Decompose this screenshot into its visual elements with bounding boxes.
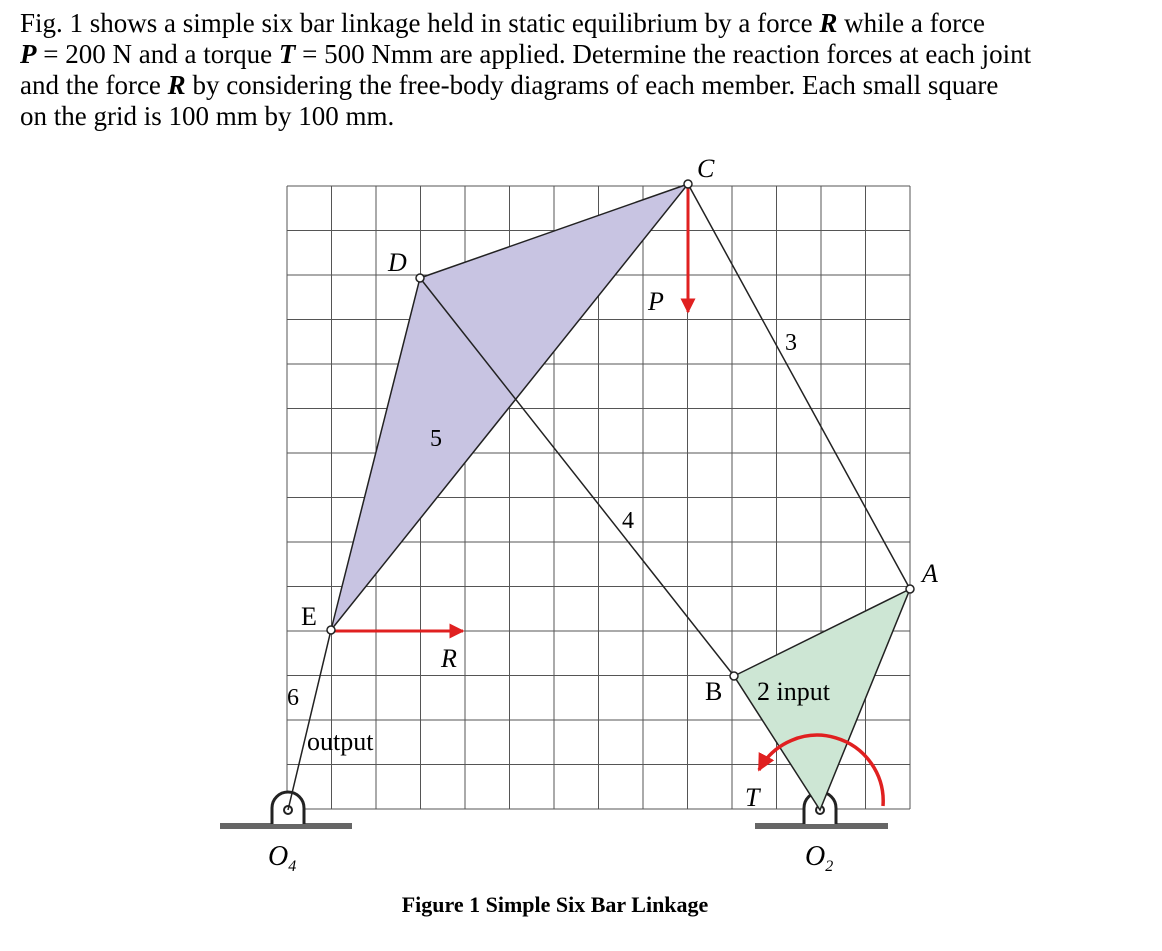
text-segment: Fig. 1 shows a simple six bar linkage held in static equilibrium by a force xyxy=(20,8,820,38)
label-o4: $O_4$ xyxy=(268,841,297,875)
text-segment: while a force xyxy=(837,8,986,38)
joint-a xyxy=(906,585,914,593)
label-t: T xyxy=(745,783,760,812)
text-segment: on the grid is 100 mm by 100 mm. xyxy=(20,101,395,131)
label-member-4: 4 xyxy=(622,508,634,534)
text-segment: and the force xyxy=(20,70,168,100)
label-b: B xyxy=(705,677,723,706)
variable-symbol: P xyxy=(20,39,37,69)
label-e: E xyxy=(301,602,317,631)
variable-symbol: T xyxy=(278,39,296,69)
label-r: R xyxy=(441,644,457,673)
label-p: P xyxy=(648,287,664,316)
joint-d xyxy=(416,274,424,282)
label-a: A xyxy=(922,559,938,588)
label-output: output xyxy=(307,727,374,756)
link-3 xyxy=(688,184,910,589)
text-segment: = 200 N and a torque xyxy=(36,39,279,69)
figure-caption: Figure 1 Simple Six Bar Linkage xyxy=(401,892,709,917)
label-member-6: 6 xyxy=(287,685,299,711)
label-o2: $O_2$ xyxy=(805,841,834,875)
joint-e xyxy=(327,626,335,634)
joint-b xyxy=(730,672,738,680)
variable-symbol: R xyxy=(819,8,838,38)
text-segment: = 500 Nmm are applied. Determine the reaction forces at each joint xyxy=(295,39,1032,69)
label-c: C xyxy=(697,154,715,183)
joint-c xyxy=(684,180,692,188)
label-member-3: 3 xyxy=(785,330,797,356)
variable-symbol: R xyxy=(167,70,186,100)
label-input: 2 input xyxy=(757,677,830,706)
label-d: D xyxy=(388,248,407,277)
text-segment: by considering the free-body diagrams of each member. Each small square xyxy=(185,70,999,100)
link-4 xyxy=(420,278,734,676)
label-member-5: 5 xyxy=(430,426,442,452)
